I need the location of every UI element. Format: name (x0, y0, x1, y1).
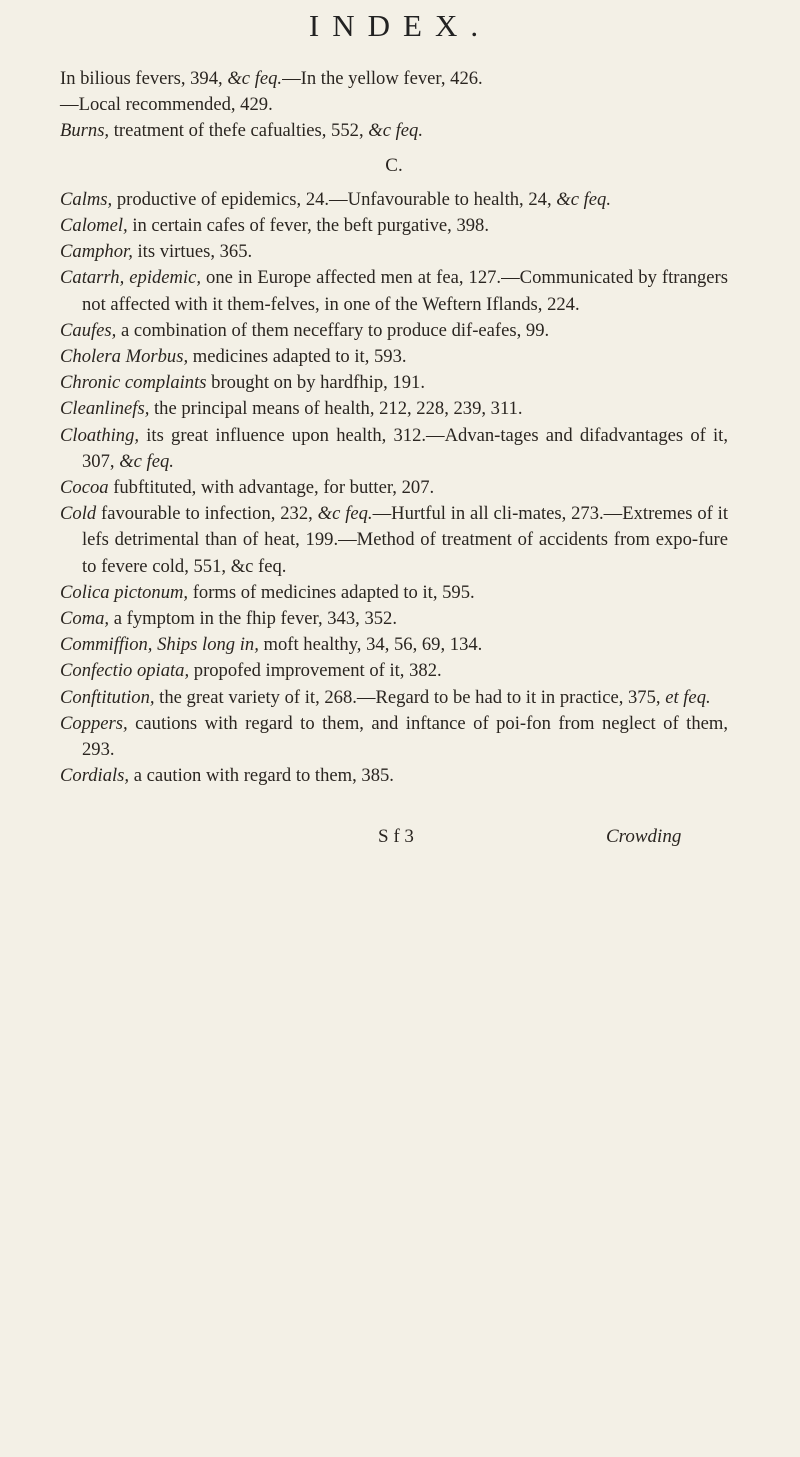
index-entry (60, 606, 728, 632)
entry-italic: &c feq. (368, 120, 423, 142)
entry-headword: Conftitution, (60, 686, 155, 708)
entry-headword: Cold (60, 503, 97, 525)
index-entry (60, 396, 728, 422)
index-entry (60, 763, 728, 789)
entry-headword: Calms, (60, 188, 113, 210)
entry-text: productive of epidemics, 24.—Unfavourable to health, 24, (112, 188, 557, 210)
entry-italic: &c feq. (227, 68, 283, 89)
entry-italic: &c feq. (119, 450, 174, 472)
entry-text: a fymptom in the fhip fever, 343, 352. (109, 608, 397, 630)
entry-headword: Commiffion, Ships long in, (60, 634, 259, 656)
entry-italic: et feq. (665, 686, 711, 708)
entry-headword: Caufes, (60, 319, 117, 341)
entry-text-tail: —In the yellow fever, 426. (282, 68, 483, 89)
entry-text: a caution with regard to them, 385. (129, 765, 394, 787)
index-entry (60, 265, 728, 317)
index-entry (60, 475, 728, 501)
index-entry (60, 187, 728, 213)
index-entry-local: —Local recommended, 429. (60, 94, 273, 116)
entry-headword: Chronic complaints (60, 372, 207, 394)
entry-headword: Coma, (60, 608, 110, 630)
index-entry (60, 239, 728, 265)
index-entry (60, 370, 728, 396)
entry-text: propofed improvement of it, 382. (189, 660, 442, 682)
entry-text: a combination of them neceffary to produce dif-eafes, 99. (116, 319, 550, 341)
index-entry (60, 685, 728, 711)
entry-text-tail: —Hurtful in all cli-mates, 273.—Extremes of it lefs detrimental than of heat, 199.—Method of treatment of accidents from expo-fure to fevere cold, 551, &c feq. (82, 503, 728, 577)
catchword: Crowding (606, 826, 682, 847)
entry-text: In bilious fevers, 394, (60, 68, 228, 89)
index-entry (60, 580, 728, 606)
page-footer (0, 826, 800, 856)
entry-headword: Colica pictonum, (60, 581, 189, 603)
index-entry (60, 632, 728, 658)
index-entry-burns (60, 118, 728, 144)
index-entry (60, 658, 728, 684)
entry-headword: Cloathing, (60, 424, 140, 446)
index-entry-bilious (60, 66, 728, 92)
entry-headword: Burns, (60, 120, 110, 142)
entry-text: its great influence upon health, 312.—Advan-tages and difadvantages of it, 307, (82, 424, 728, 472)
entry-headword: Catarrh, epidemic, (60, 267, 202, 289)
page-title: INDEX. (308, 8, 492, 43)
entry-headword: Camphor, (60, 241, 133, 263)
index-entry (60, 501, 728, 580)
entry-headword: Cordials, (60, 765, 130, 787)
entry-text: one in Europe affected men at fea, 127.—Communicated by ftrangers not affected with it them-felves, in one of the Weftern Iflands, 224. (82, 267, 728, 315)
section-letter: C. (385, 154, 403, 176)
entry-text: medicines adapted to it, 593. (188, 346, 407, 368)
entry-headword: Confectio opiata, (60, 660, 190, 682)
entry-text: the great variety of it, 268.—Regard to be had to it in practice, 375, (154, 686, 666, 708)
entry-text: treatment of thefe cafualties, 552, (109, 120, 369, 142)
entry-text: brought on by hardfhip, 191. (206, 372, 425, 394)
entry-text: moft healthy, 34, 56, 69, 134. (258, 634, 483, 656)
index-entry (60, 318, 728, 344)
entry-italic: &c feq. (317, 503, 373, 525)
entry-headword: Coppers, (60, 712, 128, 734)
entry-headword: Cholera Morbus, (60, 346, 189, 368)
entry-text: cautions with regard to them, and inftance of poi-fon from neglect of them, 293. (82, 712, 728, 761)
entry-text: in certain cafes of fever, the beft purgative, 398. (127, 215, 490, 237)
entry-text: its virtues, 365. (132, 241, 253, 263)
entry-italic: &c feq. (556, 188, 611, 210)
index-entry (60, 213, 728, 239)
entry-headword: Calomel, (60, 215, 128, 237)
entry-text: forms of medicines adapted to it, 595. (188, 581, 475, 603)
signature-mark: S f 3 (378, 826, 414, 847)
index-entry (60, 711, 728, 763)
entry-headword: Cocoa (60, 477, 109, 499)
index-entry (60, 344, 728, 370)
index-body (60, 66, 728, 789)
index-entry (60, 423, 728, 475)
entry-text: fubftituted, with advantage, for butter, 207. (108, 477, 435, 499)
entry-text: favourable to infection, 232, (96, 503, 318, 525)
entry-text: the principal means of health, 212, 228, 239, 311. (149, 398, 523, 420)
entry-headword: Cleanlinefs, (60, 398, 150, 420)
